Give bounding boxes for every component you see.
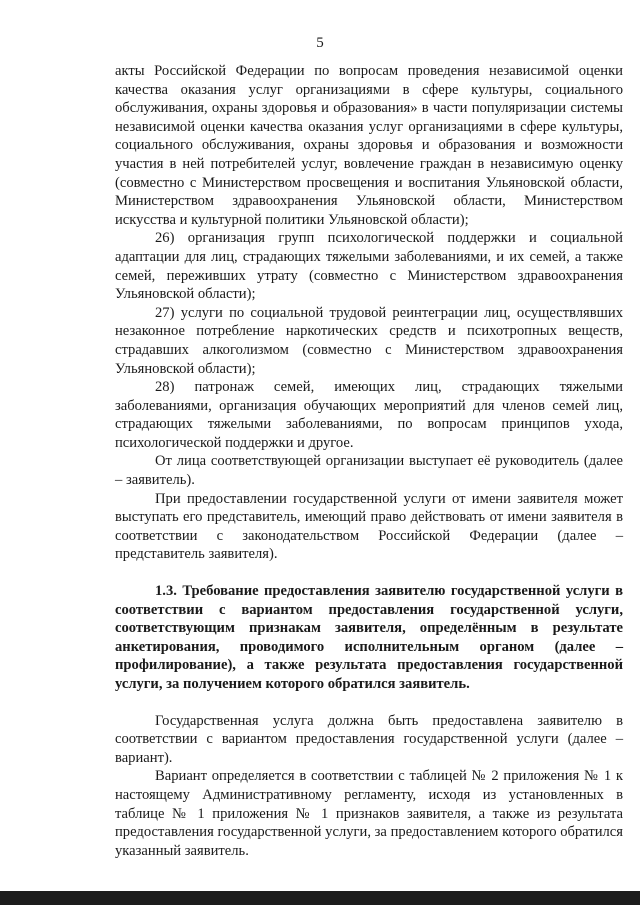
paragraph-item-26: 26) организация групп психологической поддержки и социальной адаптации для лиц, страдающих тяжелыми заболеваниями, и их семей, а также семей, переживших утрату (совместно с Министерством здравоохранения Ульяновской области); [115, 230, 623, 303]
paragraph-representative: При предоставлении государственной услуги от имени заявителя может выступать его представитель, имеющий право действовать от имени заявителя в соответствии с законодательством Российской Федерации (далее – представитель заявителя). [115, 490, 623, 563]
scan-bottom-edge [0, 891, 640, 905]
page-number: 5 [316, 35, 324, 51]
paragraph-item-27: 27) услуги по социальной трудовой реинтеграции лиц, осуществлявших незаконное потребление наркотических средств и психотропных веществ, страдавших алкоголизмом (совместно с Министерством здравоохранения Ульяновской области); [115, 304, 623, 377]
document-body [115, 62, 623, 860]
paragraph-variant-determined: Вариант определяется в соответствии с таблицей № 2 приложения № 1 к настоящему Административному регламенту, исходя из установленных в таблице № 1 приложения № 1 признаков заявителя, а также из результата предоставления государственной услуги, за предоставлением которого обратился указанный заявитель. [115, 768, 623, 859]
paragraph-applicant: От лица соответствующей организации выступает её руководитель (далее – заявитель). [115, 453, 623, 489]
paragraph-continuation: акты Российской Федерации по вопросам проведения независимой оценки качества оказания услуг организациями в сфере культуры, социального обслуживания, охраны здоровья и образования» в части популяризации системы независимой оценки качества оказания услуг организациями в сфере культуры, социального обслуживания, охраны здоровья и образования и возможности участия в ней потребителей услуг, вовлечение граждан в независимую оценку (совместно с Министерством просвещения и воспитания Ульяновской области, Министерством здравоохранения Ульяновской области, Министерством искусства и культурной политики Ульяновской области); [115, 63, 623, 228]
section-heading-1-3: 1.3. Требование предоставления заявителю государственной услуги в соответствии с вариантом предоставления государственной услуги, соответствующим признакам заявителя, определённым в результате анкетирования, проводимого исполнительным органом (далее – профилирование), а также результата предоставления государственной услуги, за получением которого обратился заявитель. [115, 583, 623, 692]
paragraph-item-28: 28) патронаж семей, имеющих лиц, страдающих тяжелыми заболеваниями, организация обучающих мероприятий для членов семей лиц, страдающих тяжелыми заболеваниями, по вопросам принципов ухода, психологической поддержки и другое. [115, 379, 623, 451]
paragraph-variant: Государственная услуга должна быть предоставлена заявителю в соответствии с вариантом предоставления государственной услуги (далее – вариант). [115, 712, 623, 766]
